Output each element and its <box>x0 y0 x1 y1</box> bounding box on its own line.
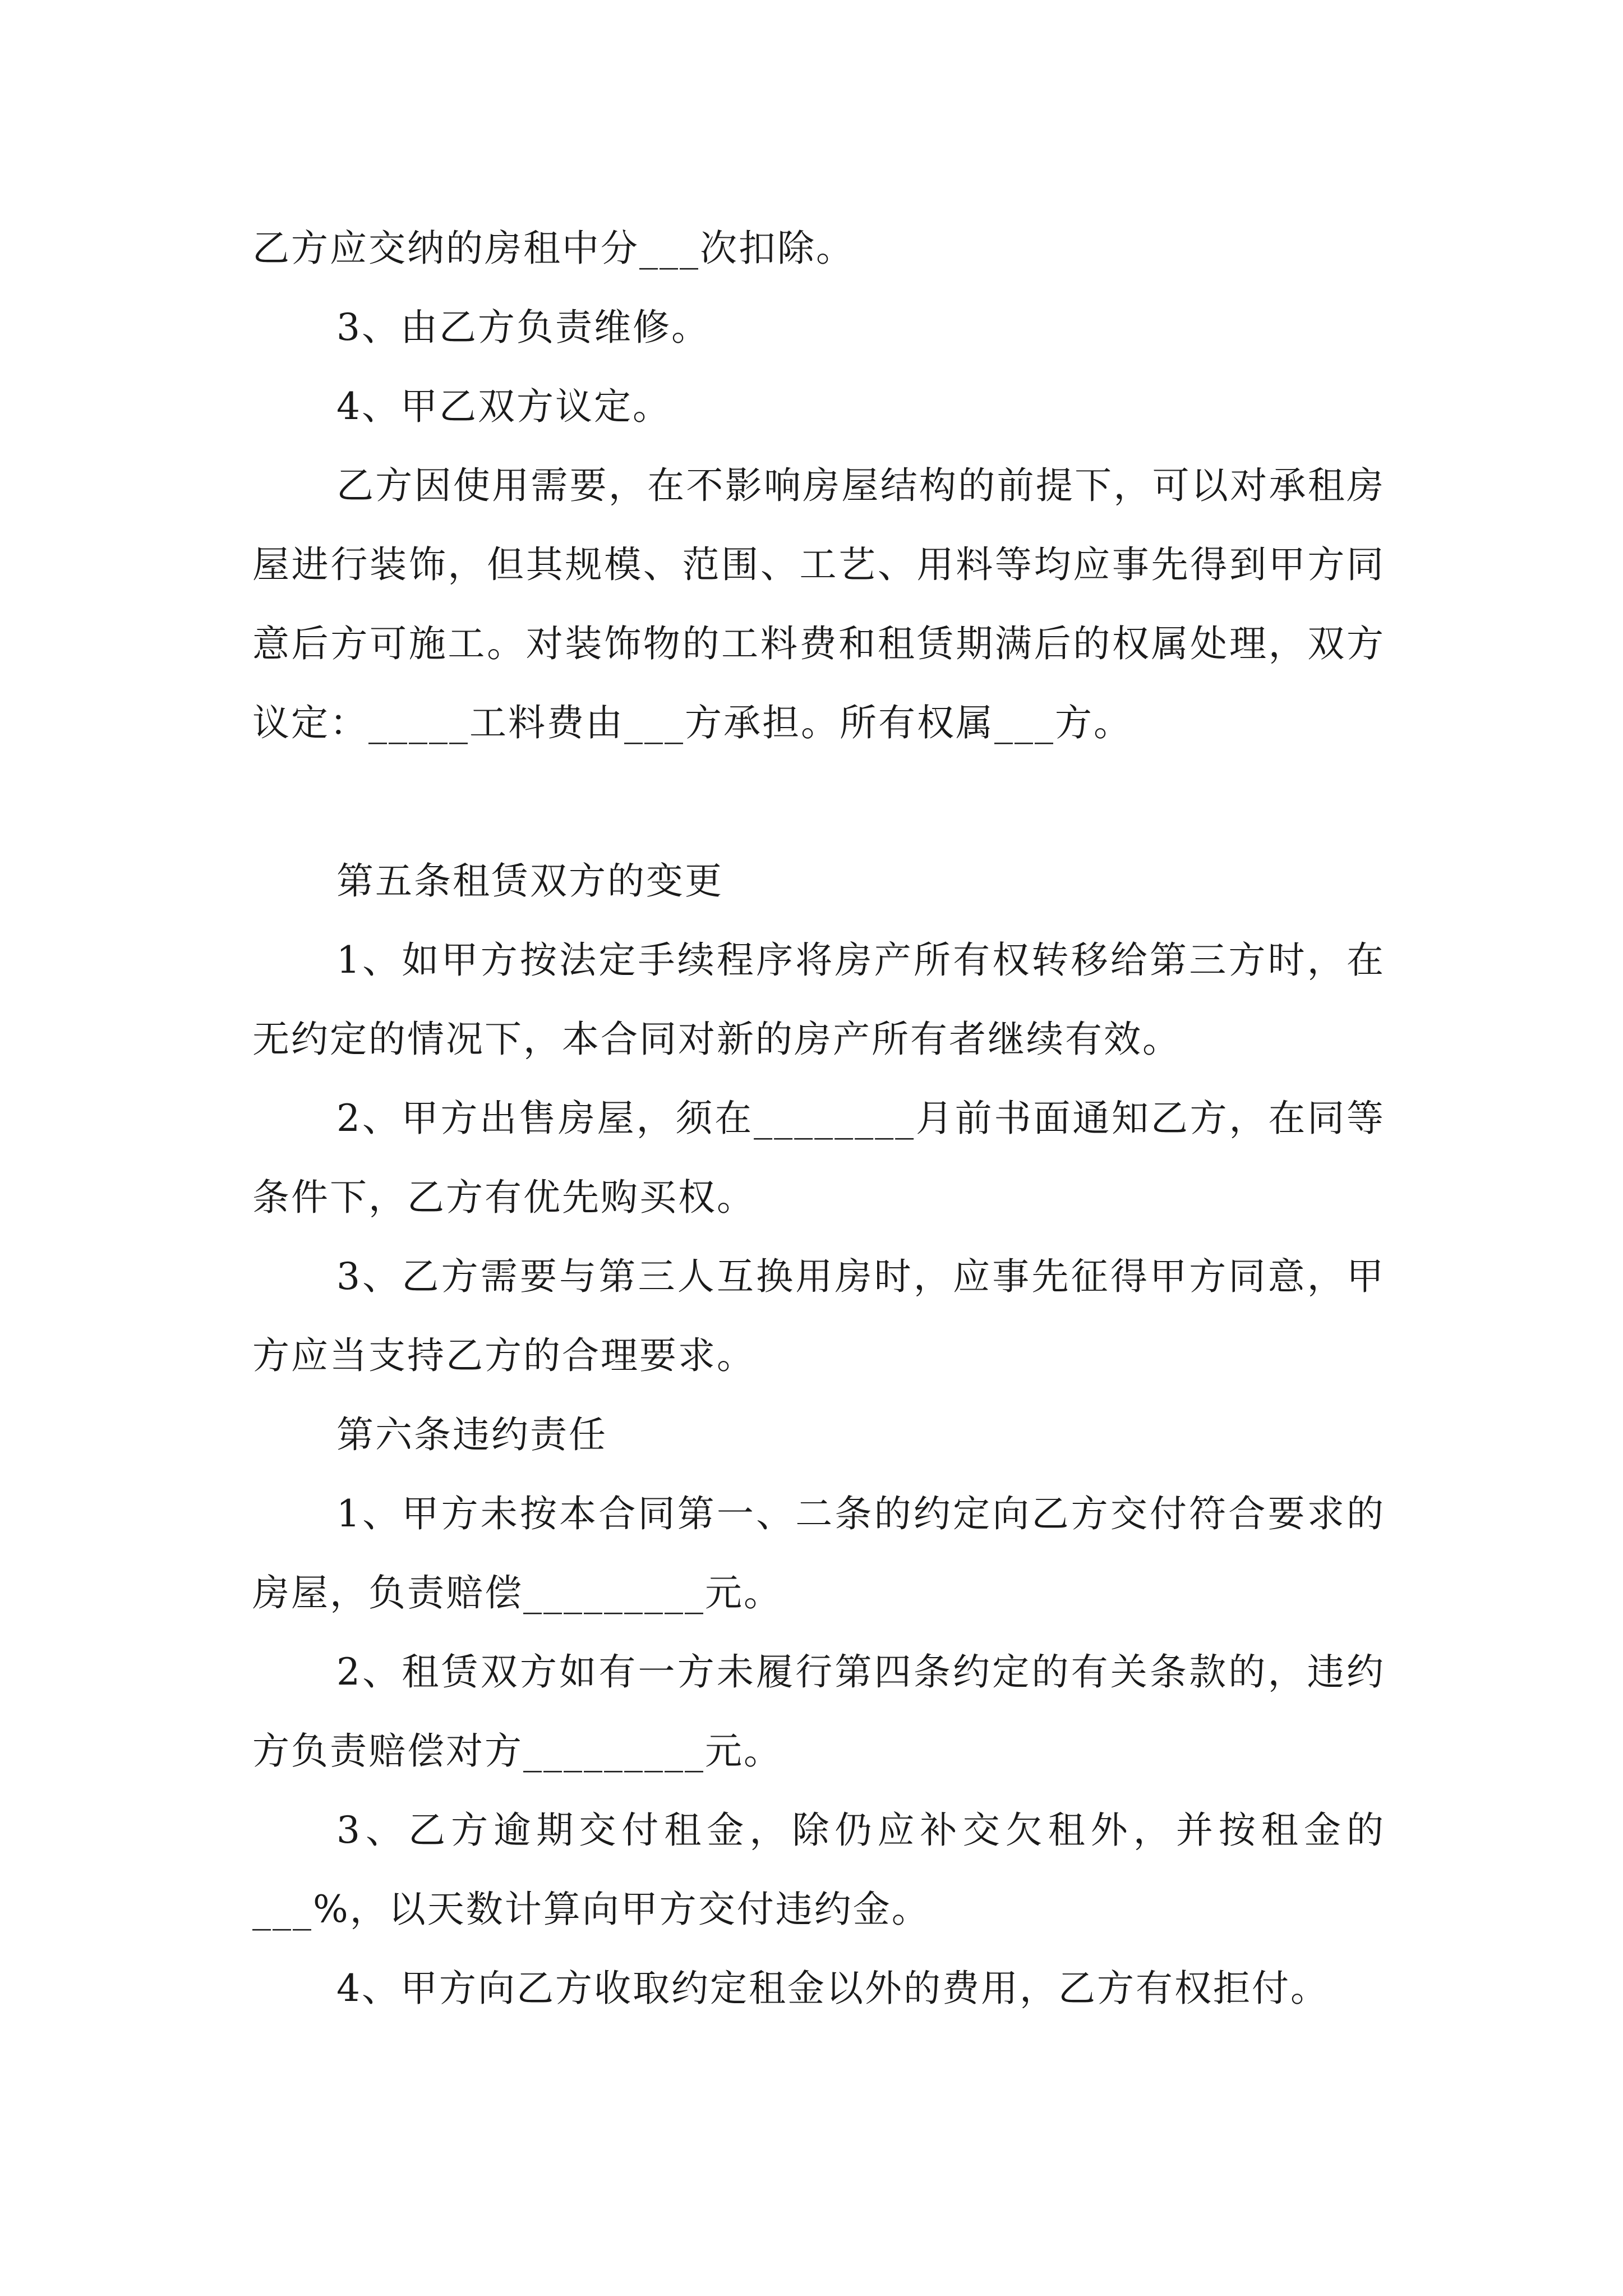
paragraph-article-5-item-3: 3、乙方需要与第三人互换用房时，应事先征得甲方同意，甲方应当支持乙方的合理要求。 <box>252 1255 1385 1377</box>
section-heading-article-6: 第六条违约责任 <box>336 1413 607 1456</box>
paragraph-article-6-item-2: 2、租赁双方如有一方未履行第四条约定的有关条款的，违约方负责赔偿对方_________元。 <box>252 1650 1385 1773</box>
paragraph-article-6-item-1: 1、甲方未按本合同第一、二条的约定向乙方交付符合要求的房屋，负责赔偿_________元。 <box>252 1492 1385 1614</box>
section-heading-article-5: 第五条租赁双方的变更 <box>336 859 723 903</box>
paragraph-article-5-item-2: 2、甲方出售房屋，须在________月前书面通知乙方，在同等条件下，乙方有优先购买权。 <box>252 1097 1385 1219</box>
paragraph-continuation: 乙方应交纳的房租中分___次扣除。 <box>252 227 855 270</box>
paragraph-item-4: 4、甲乙双方议定。 <box>336 385 671 428</box>
paragraph-article-5-item-1: 1、如甲方按法定手续程序将房产所有权转移给第三方时，在无约定的情况下，本合同对新的房产所有者继续有效。 <box>252 938 1385 1061</box>
paragraph-article-6-item-4: 4、甲方向乙方收取约定租金以外的费用，乙方有权拒付。 <box>336 1967 1329 2010</box>
paragraph-decoration: 乙方因使用需要，在不影响房屋结构的前提下，可以对承租房屋进行装饰，但其规模、范围、工艺、用料等均应事先得到甲方同意后方可施工。对装饰物的工料费和租赁期满后的权属处理，双方议定：_____工料费由___方承担。所有权属___方。 <box>252 464 1385 744</box>
paragraph-item-3: 3、由乙方负责维修。 <box>336 306 710 349</box>
paragraph-article-6-item-3: 3、乙方逾期交付租金，除仍应补交欠租外，并按租金的___%，以天数计算向甲方交付违约金。 <box>252 1809 1385 1931</box>
